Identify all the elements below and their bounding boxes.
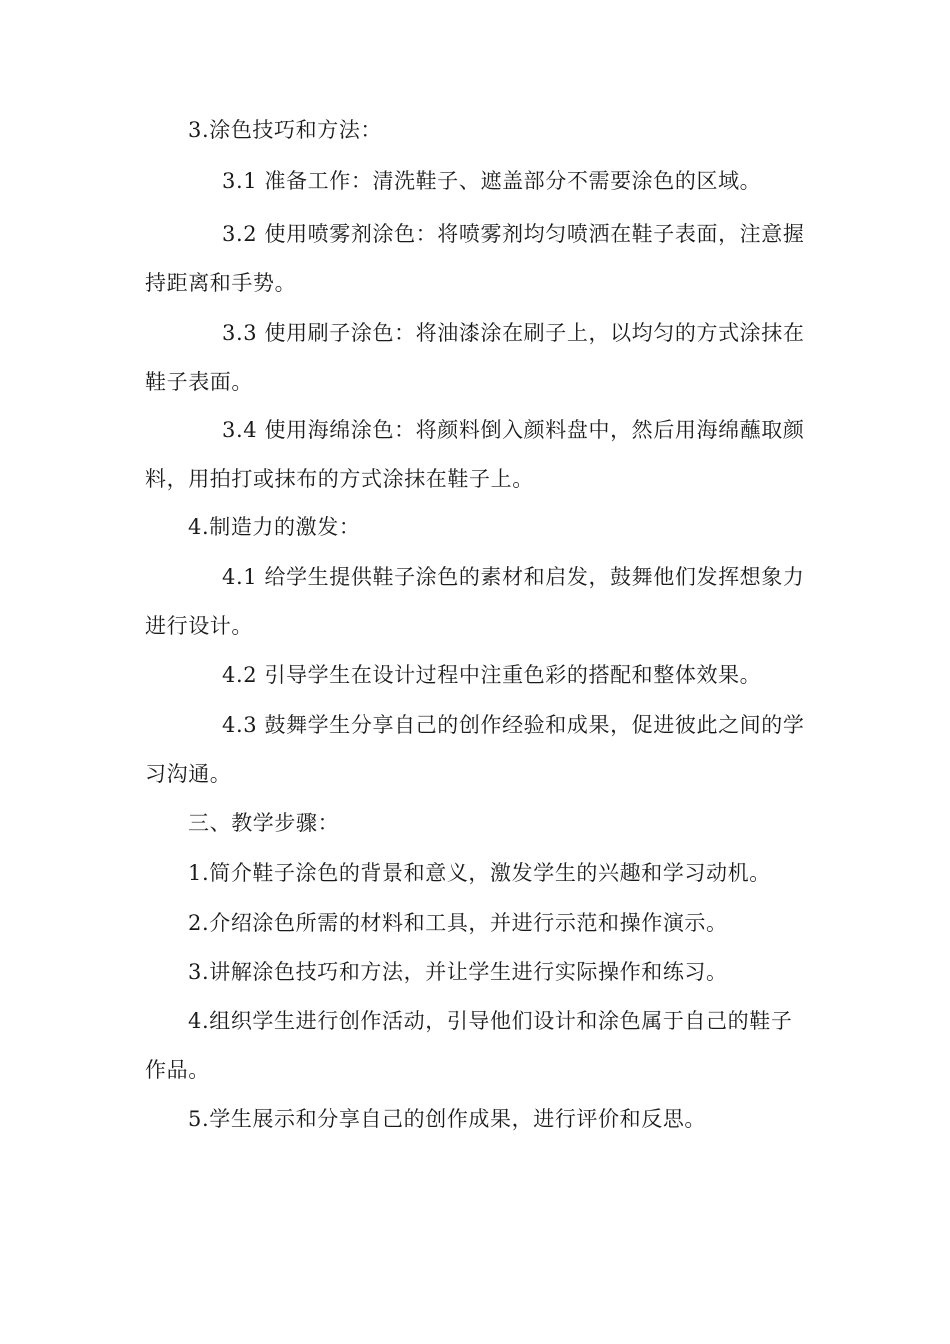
item-3-1-preparation: 3.1 准备工作：清洗鞋子、遮盖部分不需要涂色的区域。: [222, 169, 762, 193]
item-4-3-sharing: 4.3 鼓舞学生分享自己的创作经验和成果，促进彼此之间的学习沟通。: [145, 713, 805, 786]
item-4-1-materials: 4.1 给学生提供鞋子涂色的素材和启发，鼓舞他们发挥想象力进行设计。: [145, 565, 805, 638]
section-heading-teaching-steps: 三、教学步骤：: [188, 811, 340, 835]
section-heading-coloring-techniques: 3.涂色技巧和方法：: [188, 118, 383, 142]
section-heading-creativity: 4.制造力的激发：: [188, 515, 361, 539]
item-3-2-spray: 3.2 使用喷雾剂涂色：将喷雾剂均匀喷洒在鞋子表面，注意握持距离和手势。: [145, 222, 805, 295]
step-5: 5.学生展示和分享自己的创作成果，进行评价和反思。: [188, 1107, 707, 1131]
step-3: 3.讲解涂色技巧和方法，并让学生进行实际操作和练习。: [188, 960, 728, 984]
item-3-4-sponge: 3.4 使用海绵涂色：将颜料倒入颜料盘中，然后用海绵蘸取颜料，用拍打或抹布的方式涂抹在鞋子上。: [145, 418, 805, 491]
step-2: 2.介绍涂色所需的材料和工具，并进行示范和操作演示。: [188, 911, 728, 935]
item-4-2-color-matching: 4.2 引导学生在设计过程中注重色彩的搭配和整体效果。: [222, 663, 762, 687]
step-1: 1.简介鞋子涂色的背景和意义，激发学生的兴趣和学习动机。: [188, 861, 771, 885]
item-3-3-brush: 3.3 使用刷子涂色：将油漆涂在刷子上，以均匀的方式涂抹在鞋子表面。: [145, 321, 805, 394]
step-4: 4.组织学生进行创作活动，引导他们设计和涂色属于自己的鞋子作品。: [145, 1009, 793, 1082]
